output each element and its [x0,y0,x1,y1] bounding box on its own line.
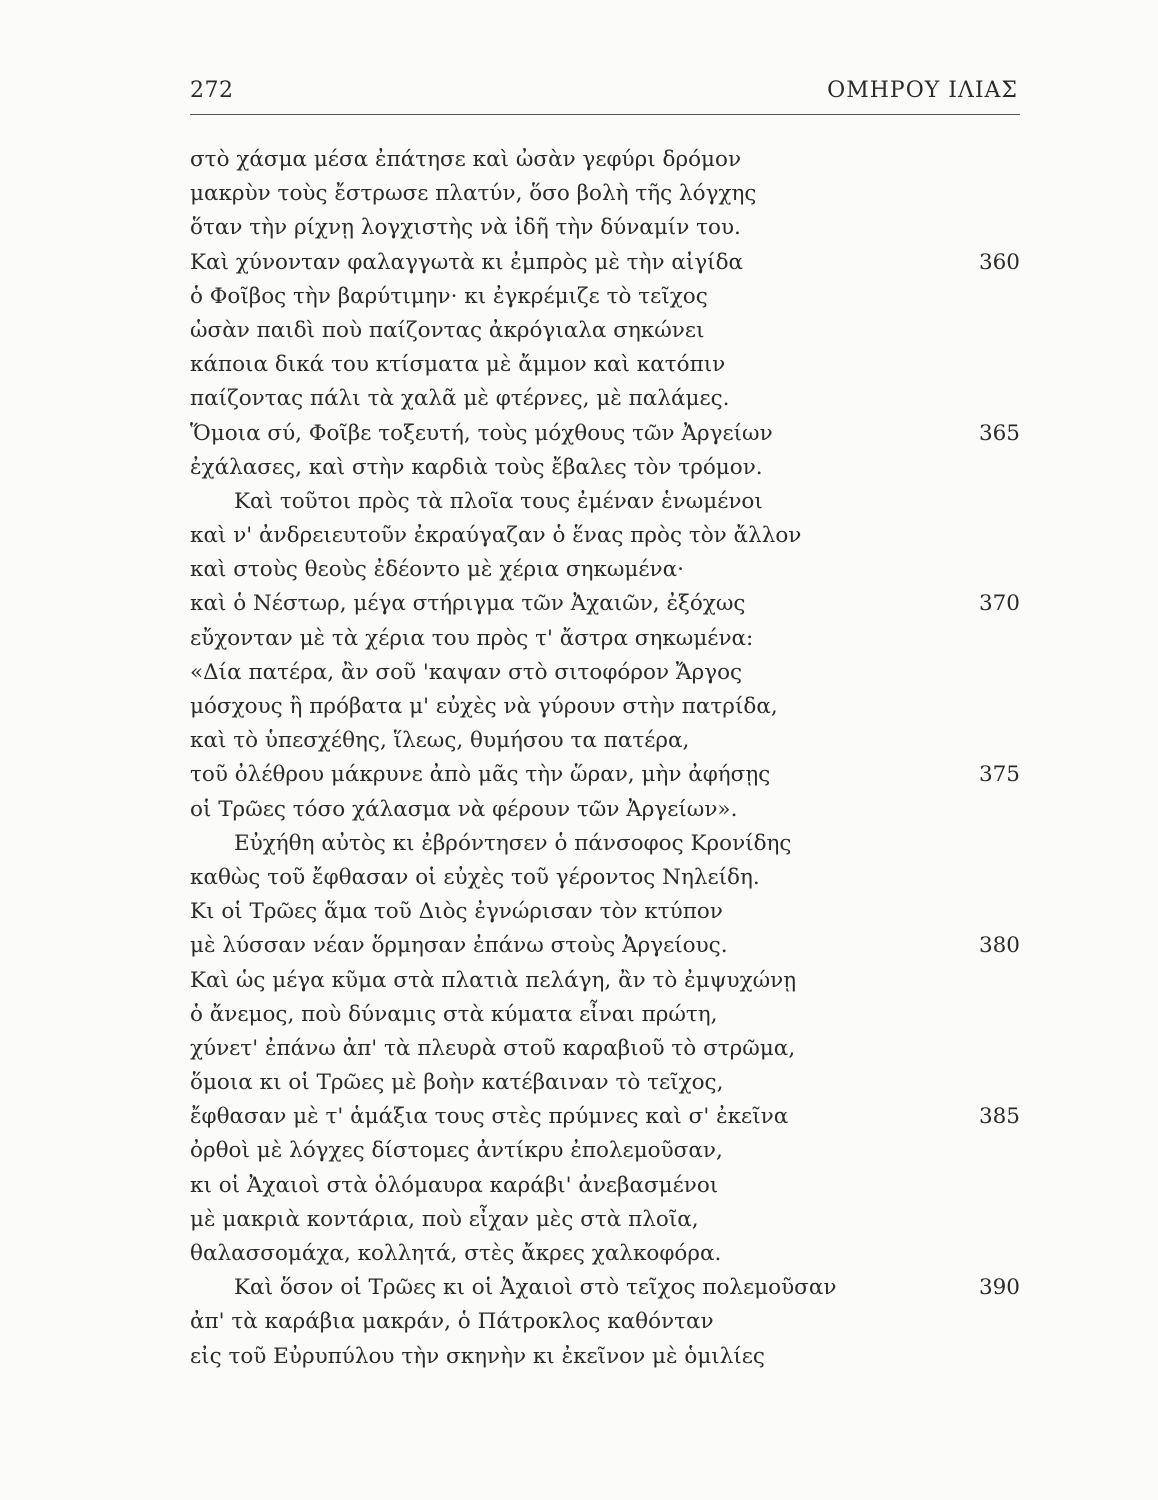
verse-line [190,1305,1020,1339]
verse-line [190,1271,1020,1305]
verse-line [190,998,1020,1032]
verse-line [190,211,1020,245]
line-number: 360 [978,249,1020,275]
verse-line [190,724,1020,758]
line-number: 375 [978,762,1020,788]
line-number: 365 [978,420,1020,446]
verse-line [190,587,1020,621]
verse-text: μόσχους ἢ πρόβατα μ' εὐχὲς νὰ γύρουν στὴν πατρίδα, [190,694,778,719]
verse-line [190,314,1020,348]
verse-line [190,1100,1020,1134]
verse-text: ὅταν τὴν ρίχνῃ λογχιστὴς νὰ ἰδῆ τὴν δύναμίν του. [190,215,741,241]
line-number: 380 [978,933,1020,959]
verse-text: οἱ Τρῶες τόσο χάλασμα νὰ φέρουν τῶν Ἀργείων». [190,796,738,822]
verse-text: χύνετ' ἐπάνω ἀπ' τὰ πλευρὰ στοῦ καραβιοῦ τὸ στρῶμα, [190,1035,796,1061]
verse-line [190,1237,1020,1271]
verse-line [190,280,1020,314]
verse-text: ὁ Φοῖβος τὴν βαρύτιμην· κι ἐγκρέμιζε τὸ τεῖχος [190,283,708,309]
verse-text: ὁ ἄνεμος, ποὺ δύναμις στὰ κύματα εἶναι πρώτη, [190,1001,718,1027]
verse-text: εὔχονταν μὲ τὰ χέρια του πρὸς τ' ἄστρα σηκωμένα: [190,625,754,651]
verse-line [190,895,1020,929]
verse-text: καὶ τὸ ὑπεσχέθης, ἵλεως, θυμήσου τα πατέρα, [190,728,690,754]
running-title: ΟΜΗΡΟΥ ΙΛΙΑΣ [827,78,1018,103]
verse-text: ὡσὰν παιδὶ ποὺ παίζοντας ἀκρόγιαλα σηκώνει [190,317,705,343]
page-number: 272 [190,78,234,103]
verse-line [190,519,1020,553]
verse-text: καὶ στοὺς θεοὺς ἐδέοντο μὲ χέρια σηκωμένα· [190,557,684,583]
verse-line [190,1203,1020,1237]
verse-text: Εὐχήθη αὐτὸς κι ἐβρόντησεν ὁ πάνσοφος Κρονίδης [234,830,792,856]
verse-line [190,656,1020,690]
verse-text: μὲ μακριὰ κοντάρια, ποὺ εἶχαν μὲς στὰ πλοῖα, [190,1206,699,1232]
verse-list [190,143,1020,1374]
verse-line [190,485,1020,519]
verse-text: τοῦ ὀλέθρου μάκρυνε ἀπὸ μᾶς τὴν ὥραν, μὴν ἀφήσῃς [190,762,771,788]
verse-text: Καὶ ὅσον οἱ Τρῶες κι οἱ Ἀχαιοὶ στὸ τεῖχος πολεμοῦσαν [234,1275,837,1301]
verse-line [190,451,1020,485]
line-number: 370 [978,591,1020,617]
verse-line [190,964,1020,998]
verse-text: ὅμοια κι οἱ Τρῶες μὲ βοὴν κατέβαιναν τὸ τεῖχος, [190,1070,724,1096]
verse-text: ὀρθοὶ μὲ λόγχες δίστομες ἀντίκρυ ἐπολεμοῦσαν, [190,1138,723,1164]
verse-line [190,382,1020,416]
verse-line [190,1340,1020,1374]
header-rule [190,114,1020,115]
verse-text: ἐχάλασες, καὶ στὴν καρδιὰ τοὺς ἔβαλες τὸν τρόμον. [190,454,763,480]
verse-text: κάποια δικά του κτίσματα μὲ ἄμμον καὶ κατόπιν [190,352,726,378]
verse-line [190,1032,1020,1066]
verse-line [190,690,1020,724]
verse-text: κι οἱ Ἀχαιοὶ στὰ ὁλόμαυρα καράβι' ἀνεβασμένοι [190,1172,719,1198]
verse-text: μακρὺν τοὺς ἔστρωσε πλατύν, ὅσο βολὴ τῆς λόγχης [190,181,757,207]
verse-text: Ὅμοια σύ, Φοῖβε τοξευτή, τοὺς μόχθους τῶν Ἀργείων [190,420,773,446]
verse-line [190,1134,1020,1168]
verse-line [190,929,1020,963]
verse-text: μὲ λύσσαν νέαν ὅρμησαν ἐπάνω στοὺς Ἀργείους. [190,933,728,959]
verse-line [190,553,1020,587]
verse-line [190,1066,1020,1100]
verse-text: στὸ χάσμα μέσα ἐπάτησε καὶ ὠσὰν γεφύρι δρόμον [190,147,742,172]
verse-text: Καὶ τοῦτοι πρὸς τὰ πλοῖα τους ἐμέναν ἑνωμένοι [234,488,763,514]
verse-line [190,861,1020,895]
verse-text: θαλασσομάχα, κολλητά, στὲς ἄκρες χαλκοφόρα. [190,1241,722,1266]
verse-line [190,417,1020,451]
verse-line [190,622,1020,656]
verse-line [190,758,1020,792]
verse-text: παίζοντας πάλι τὰ χαλᾶ μὲ φτέρνες, μὲ παλάμες. [190,386,730,412]
verse-text: ἔφθασαν μὲ τ' ἁμάξια τους στὲς πρύμνες καὶ σ' ἐκεῖνα [190,1104,789,1130]
verse-text: καθὼς τοῦ ἔφθασαν οἱ εὐχὲς τοῦ γέροντος Νηλείδη. [190,864,760,890]
verse-text: Καὶ ὡς μέγα κῦμα στὰ πλατιὰ πελάγη, ἂν τὸ ἐμψυχώνῃ [190,967,797,993]
verse-line [190,793,1020,827]
verse-line [190,143,1020,177]
verse-line [190,348,1020,382]
verse-line [190,827,1020,861]
verse-line [190,246,1020,280]
verse-line [190,1169,1020,1203]
line-number: 385 [978,1104,1020,1130]
verse-text: καὶ ν' ἀνδρειευτοῦν ἐκραύγαζαν ὁ ἕνας πρὸς τὸν ἄλλον [190,523,802,549]
verse-text: Κι οἱ Τρῶες ἅμα τοῦ Διὸς ἐγνώρισαν τὸν κτύπον [190,899,723,925]
verse-text: καὶ ὁ Νέστωρ, μέγα στήριγμα τῶν Ἀχαιῶν, ἐξόχως [190,591,746,617]
verse-text: Καὶ χύνονταν φαλαγγωτὰ κι ἐμπρὸς μὲ τὴν αἰγίδα [190,249,744,275]
verse-text: ἀπ' τὰ καράβια μακράν, ὁ Πάτροκλος καθόνταν [190,1309,714,1335]
line-number: 390 [978,1275,1020,1301]
verse-text: εἰς τοῦ Εὐρυπύλου τὴν σκηνὴν κι ἐκεῖνον μὲ ὁμιλίες [190,1343,765,1369]
verse-text: «Δία πατέρα, ἂν σοῦ 'καψαν στὸ σιτοφόρον Ἄργος [190,659,743,685]
verse-line [190,177,1020,211]
